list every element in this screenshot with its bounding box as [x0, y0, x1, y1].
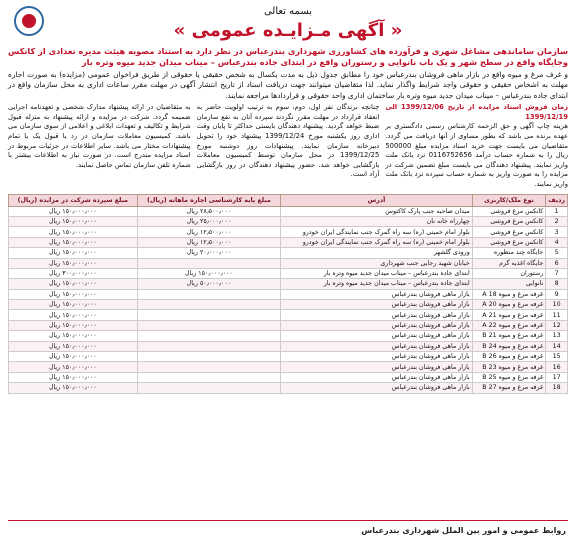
cell-type: غرفه مرغ و میوه B 25: [472, 372, 546, 382]
table-row: [9, 300, 568, 310]
cell-address: بازار ماهی فروشان بندرعباس: [281, 383, 473, 393]
cell-row-number: 3: [546, 227, 568, 237]
table-row: [9, 279, 568, 289]
cell-row-number: 7: [546, 268, 568, 278]
cell-deposit: ١٥٠٫٠٠٠٫٠٠٠ ریال: [9, 320, 138, 330]
cell-type: غرفه مرغ و میوه B 21: [472, 331, 546, 341]
cell-deposit: ١٥٠٫٠٠٠٫٠٠٠ ریال: [9, 279, 138, 289]
table-row: [9, 383, 568, 393]
notice-intro: و غرف مرغ و میوه واقع در بازار ماهی فروشان بندرعباس خود را مطابق جدول ذیل به مدت یکسال به شخص حقیقی یا حقوقی از طریق فراخوان عمومی (مزایده) به صورت اجاره مهلت به اشخاص حقیقی و حقوقی واجد شرایط واگذار نماید. لذا متقاضیان میتوانند جهت دریافت اسناد از تاریخ انتشار آگهی در مهلت مقرر ساعات اداری به محل سازمان واقع در ابتدای جاده بندرعباس – میناب میدان جدید میوه وتره بار ساختمان اداری واحد حقوقی و قراردادها مراجعه نمایند.: [8, 70, 568, 100]
table-row: [9, 206, 568, 216]
conditions-left-text: به متقاضیان در ارائه پیشنهاد مدارک شخصی و تعهدنامه اجرایی ضمیمه گردد. شرکت در مزایده و ارائه پیشنهاد به منزله قبول شرایط و تکالیف و تعهدات ابلاغی و اعلامی از سوی سازمان می باشد. کمیسیون معاملات سازمان در رد یا قبول یک یا تمام پیشنهادات مختار می باشد. سایر اطلاعات در جزئیات مربوط در اسناد مزایده مندرج است. در صورت نیاز به اطلاعات بیشتر با شماره تلفن سازمان تماس حاصل نمایند.: [7, 103, 191, 169]
conditions-right-text: هزینه چاپ آگهی و حق الزحمه کارشناس رسمی دادگستری بر عهده برنده می باشد که بطور مساوی از آنها دریافت می گردد. متقاضیان می بایست جهت خرید اسناد مزایده مبلغ 500000 ریال را به شماره حساب درآمد 0116752656 نزد بانک ملت واریز نمایند. پیشنهاد دهندگان می بایست مبلغ تضمین شرکت در مزایده را به صورت واریز به شماره حساب سپرده نزد بانک ملت واریز نمایند.: [385, 122, 568, 188]
conditions-columns: [8, 103, 568, 189]
cell-deposit: ١٥٠٫٠٠٠٫٠٠٠ ریال: [9, 248, 138, 258]
col-header-rent: مبلغ پایه کارشناسی اجاره ماهانه (ریال): [137, 194, 280, 206]
cell-address: بازار ماهی فروشان بندرعباس: [281, 352, 473, 362]
cell-rent: ١٢٫٥٠٠٫٠٠٠ ریال: [137, 227, 280, 237]
col-header-deposit: مبلغ سپرده شرکت در مزایده (ریال): [9, 194, 138, 206]
cell-address: بازار ماهی فروشان بندرعباس: [281, 331, 473, 341]
cell-deposit: ١٥٠٫٠٠٠٫٠٠٠ ریال: [9, 216, 138, 226]
municipality-logo-icon: [14, 6, 44, 36]
cell-type: کانکس مرغ فروشی: [472, 216, 546, 226]
cell-type: کانکس مرغ فروشی: [472, 237, 546, 247]
cell-deposit: ١٥٠٫٠٠٠٫٠٠٠ ریال: [9, 300, 138, 310]
cell-row-number: 2: [546, 216, 568, 226]
table-header-row: [9, 194, 568, 206]
cell-rent: [137, 372, 280, 382]
cell-address: بازار ماهی فروشان بندرعباس: [281, 289, 473, 299]
cell-address: بازار ماهی فروشان بندرعباس: [281, 320, 473, 330]
cell-row-number: 1: [546, 206, 568, 216]
cell-rent: [137, 331, 280, 341]
cell-deposit: ١٥٠٫٠٠٠٫٠٠٠ ریال: [9, 372, 138, 382]
conditions-middle-text: چنانچه برندگان نفر اول، دوم، سوم به ترتیب اولویت حاضر به انعقاد قرارداد در مهلت مقرر نگردند سپرده آنان به نفع سازمان ضبط خواهد گردید. پیشنهاد دهندگان بایستی حداکثر تا پایان وقت اداری روز یکشنبه مورخ 1399/12/24 پیشنهاد خود را تحویل دبیرخانه سازمان نمایند. پیشنهادات روز دوشنبه مورخ 1399/12/25 در محل سازمان توسط کمیسیون معاملات بازگشایی خواهد شد. حضور پیشنهاد دهندگان در روز بازگشایی آزاد است.: [196, 103, 380, 179]
table-row: [9, 320, 568, 330]
cell-deposit: ١٥٠٫٠٠٠٫٠٠٠ ریال: [9, 227, 138, 237]
footer-credit: روابط عمومی و امور بین الملل شهرداری بندرعباس: [361, 526, 566, 535]
cell-address: بازار ماهی فروشان بندرعباس: [281, 300, 473, 310]
cell-address: بلوار امام خمینی (ره) سه راه گمرک جنب نمایندگی ایران خودرو: [281, 237, 473, 247]
table-row: [9, 237, 568, 247]
cell-rent: ٥٠٫٠٠٠٫٠٠٠ ریال: [137, 279, 280, 289]
cell-deposit: ١٥٠٫٠٠٠٫٠٠٠ ریال: [9, 352, 138, 362]
cell-address: ابتدای جاده بندرعباس – میناب میدان جدید میوه وتره بار: [281, 268, 473, 278]
basmala: بسمه تعالی: [263, 6, 313, 17]
sale-period: زمان فروش اسناد مزایده از تاریخ 1399/12/06 الی 1399/12/19: [385, 103, 568, 121]
cell-address: بازار ماهی فروشان بندرعباس: [281, 310, 473, 320]
cell-address: ورودی گلشهر: [281, 248, 473, 258]
table-row: [9, 310, 568, 320]
cell-row-number: 16: [546, 362, 568, 372]
col-header-type: نوع ملک/کاربری: [472, 194, 546, 206]
cell-rent: [137, 383, 280, 393]
table-body: [9, 206, 568, 393]
cell-type: غرفه مرغ و میوه A 20: [472, 300, 546, 310]
table-row: [9, 216, 568, 226]
conditions-middle: [197, 103, 380, 189]
conditions-right: [385, 103, 568, 189]
cell-address: بازار ماهی فروشان بندرعباس: [281, 362, 473, 372]
cell-rent: [137, 289, 280, 299]
cell-row-number: 4: [546, 237, 568, 247]
cell-deposit: ١٥٠٫٠٠٠٫٠٠٠ ریال: [9, 289, 138, 299]
cell-type: غرفه مرغ و میوه A 21: [472, 310, 546, 320]
cell-rent: [137, 310, 280, 320]
footer-divider: [8, 520, 568, 521]
cell-type: جایگاه اغذیه گرم: [472, 258, 546, 268]
cell-type: غرفه مرغ و میوه B 27: [472, 383, 546, 393]
cell-type: غرفه مرغ و میوه A 22: [472, 320, 546, 330]
col-header-row-number: ردیف: [546, 194, 568, 206]
cell-type: کانکس مرغ فروشی: [472, 227, 546, 237]
conditions-left: [8, 103, 191, 189]
cell-type: غرفه مرغ و میوه A 18: [472, 289, 546, 299]
cell-row-number: 11: [546, 310, 568, 320]
cell-deposit: ١٥٠٫٠٠٠٫٠٠٠ ریال: [9, 206, 138, 216]
cell-rent: [137, 341, 280, 351]
cell-row-number: 15: [546, 352, 568, 362]
table-row: [9, 258, 568, 268]
table-row: [9, 331, 568, 341]
cell-rent: [137, 300, 280, 310]
cell-rent: [137, 362, 280, 372]
cell-deposit: ١٥٠٫٠٠٠٫٠٠٠ ریال: [9, 310, 138, 320]
cell-rent: ٢٨٫٥٠٠٫٠٠٠ ریال: [137, 206, 280, 216]
auction-table: [8, 194, 568, 394]
cell-address: بازار ماهی فروشان بندرعباس: [281, 341, 473, 351]
cell-address: میدان صاحبه جنب پارک کاکتوس: [281, 206, 473, 216]
cell-row-number: 13: [546, 331, 568, 341]
table-row: [9, 341, 568, 351]
cell-row-number: 6: [546, 258, 568, 268]
table-row: [9, 372, 568, 382]
cell-type: جایگاه چند منظوره: [472, 248, 546, 258]
cell-address: بلوار امام خمینی (ره) سه راه گمرک جنب نمایندگی ایران خودرو: [281, 227, 473, 237]
cell-rent: ١٢٫٥٠٠٫٠٠٠ ریال: [137, 237, 280, 247]
cell-deposit: ١٥٠٫٠٠٠٫٠٠٠ ریال: [9, 258, 138, 268]
cell-rent: [137, 352, 280, 362]
table-row: [9, 362, 568, 372]
cell-address: ابتدای جاده بندرعباس – میناب میدان جدید میوه وتره بار: [281, 279, 473, 289]
notice-title: « آگهی مـزایـده عمومی »: [173, 20, 403, 41]
col-header-address: آدرس: [281, 194, 473, 206]
cell-deposit: ١٥٠٫٠٠٠٫٠٠٠ ریال: [9, 362, 138, 372]
cell-row-number: 12: [546, 320, 568, 330]
table-row: [9, 352, 568, 362]
cell-deposit: ١٥٠٫٠٠٠٫٠٠٠ ریال: [9, 237, 138, 247]
table-row: [9, 268, 568, 278]
cell-type: غرفه مرغ و میوه B 24: [472, 341, 546, 351]
cell-row-number: 10: [546, 300, 568, 310]
cell-type: غرفه مرغ و میوه B 23: [472, 362, 546, 372]
cell-address: بازار ماهی فروشان بندرعباس: [281, 372, 473, 382]
cell-rent: [137, 320, 280, 330]
cell-type: کانکس مرغ فروشی: [472, 206, 546, 216]
cell-row-number: 5: [546, 248, 568, 258]
cell-row-number: 8: [546, 279, 568, 289]
cell-rent: ٢٠٫٠٠٠٫٠٠٠ ریال: [137, 248, 280, 258]
notice-headline: سازمان ساماندهی مشاغل شهری و فرآورده های کشاورزی شهرداری بندرعباس در نظر دارد به استناد مصوبه هیئت مدیره تعدادی از کانکس وجایگاه واقع در سطح شهر و یک باب نانوایی و رستوران واقع در ابتدای جاده بندرعباس – میناب میدان جدید میوه وتره بار: [8, 46, 568, 67]
cell-row-number: 18: [546, 383, 568, 393]
cell-deposit: ٣٠٠٫٠٠٠٫٠٠٠ ریال: [9, 268, 138, 278]
cell-type: غرفه مرغ و میوه B 26: [472, 352, 546, 362]
cell-row-number: 14: [546, 341, 568, 351]
cell-address: خیابان شهید رجایی جنب شهرداری: [281, 258, 473, 268]
cell-rent: ٢٥٫٠٠٠٫٠٠٠ ریال: [137, 216, 280, 226]
cell-deposit: ١٥٠٫٠٠٠٫٠٠٠ ریال: [9, 331, 138, 341]
cell-address: چهارراه خانه نان: [281, 216, 473, 226]
table-row: [9, 289, 568, 299]
cell-row-number: 9: [546, 289, 568, 299]
table-row: [9, 248, 568, 258]
cell-rent: ١٥٠٫٠٠٠٫٠٠٠ ریال: [137, 268, 280, 278]
cell-deposit: ١٥٠٫٠٠٠٫٠٠٠ ریال: [9, 383, 138, 393]
cell-type: رستوران: [472, 268, 546, 278]
cell-row-number: 17: [546, 372, 568, 382]
cell-rent: [137, 258, 280, 268]
cell-deposit: ١٥٠٫٠٠٠٫٠٠٠ ریال: [9, 341, 138, 351]
table-row: [9, 227, 568, 237]
cell-type: نانوایی: [472, 279, 546, 289]
